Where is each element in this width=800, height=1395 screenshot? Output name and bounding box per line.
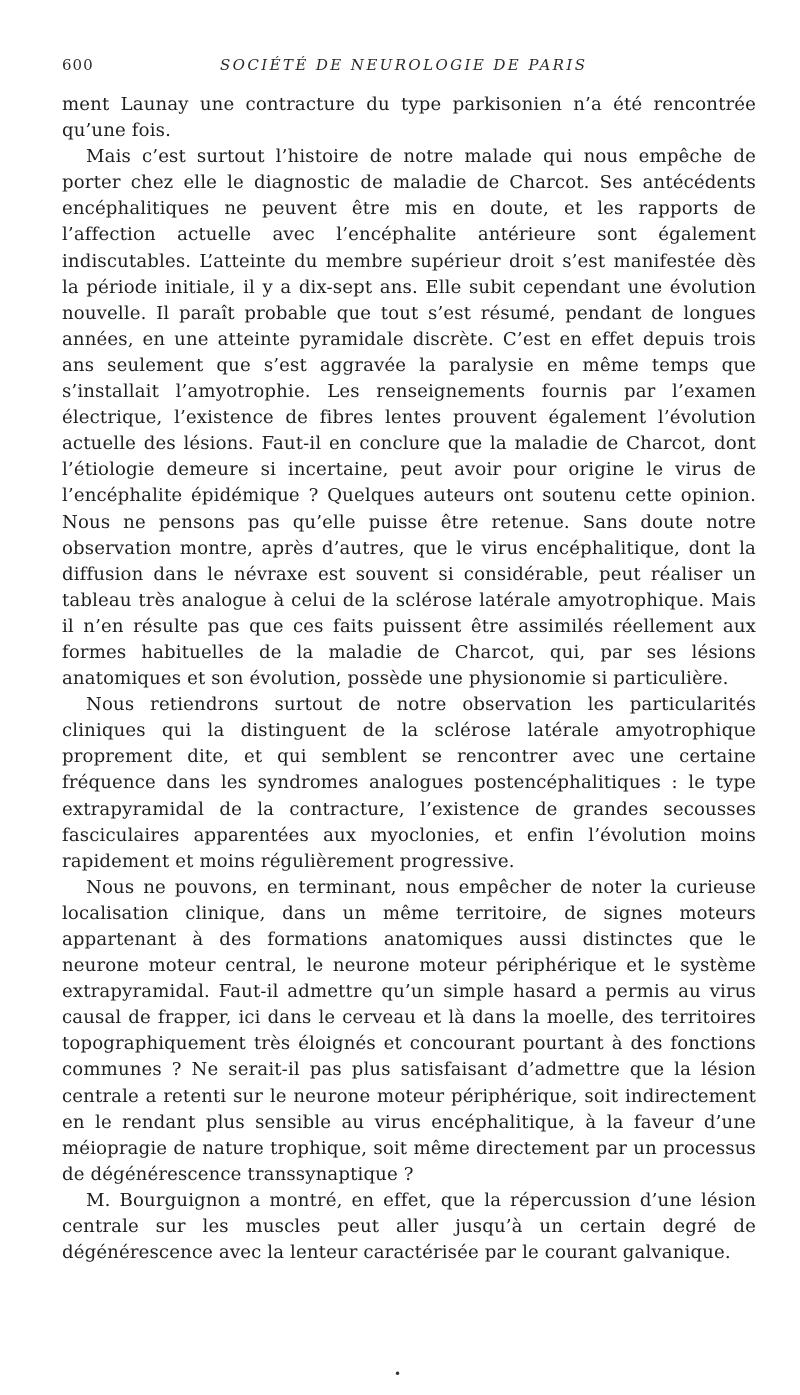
running-head xyxy=(62,56,756,78)
paragraph-charcot-diagnosis: Mais c’est surtout l’histoire de notre malade qui nous empêche de porter chez elle le diagnostic de maladie de Charcot. Ses antécédents encéphalitiques ne peuvent être mis en doute, et les rapports de l’affection actuelle avec l’encéphalite antérieure sont également indiscutables. L’atteinte du membre supérieur droit s’est manifestée dès la période initiale, il y a dix-sept ans. Elle subit cependant une évolution nouvelle. Il paraît probable que tout s’est résumé, pendant de longues années, en une atteinte pyramidale discrète. C’est en effet depuis trois ans seulement que s’est aggravée la paralysie en même temps que s’installait l’amyotrophie. Les renseignements fournis par l’examen électrique, l’existence de fibres lentes prouvent également l’évolution actuelle des lésions. Faut-il en conclure que la maladie de Charcot, dont l’étiologie demeure si incertaine, peut avoir pour origine le virus de l’encéphalite épidémique ? Quelques auteurs ont soutenu cette opinion. Nous ne pensons pas qu’elle puisse être retenue. Sans doute notre observation montre, après d’autres, que le virus encéphalitique, dont la diffusion dans le névraxe est souvent si considérable, peut réaliser un tableau très analogue à celui de la sclérose latérale amyotrophique. Mais il n’en résulte pas que ces faits puissent être assimilés réellement aux formes habituelles de la maladie de Charcot, qui, par ses lésions anatomiques et son évolution, possède une physionomie si particulière. xyxy=(62,146,756,690)
paragraph-clinical-particularities: Nous retiendrons surtout de notre observation les particularités cliniques qui la distinguent de la sclérose latérale amyotrophique proprement dite, et qui semblent se rencontrer avec une certaine fréquence dans les syndromes analogues postencéphalitiques : le type extrapyramidal de la contracture, l’existence de grandes secousses fasciculaires apparentées aux myoclonies, et enfin l’évolution moins rapidement et moins régulièrement progressive. xyxy=(62,694,756,872)
paragraph-continuation: ment Launay une contracture du type parkisonien n’a été rencontrée qu’une fois. xyxy=(62,94,756,142)
journal-title: SOCIÉTÉ DE NEUROLOGIE DE PARIS xyxy=(220,56,588,74)
paragraph-bourguignon: M. Bourguignon a montré, en effet, que la répercussion d’une lésion centrale sur les muscles peut aller jusqu’à un certain degré de dégénérescence avec la lenteur caractérisée par le courant galvanique. xyxy=(62,1189,756,1264)
page-number: 600 xyxy=(62,56,94,74)
article-body xyxy=(62,92,756,1266)
paragraph-localisation: Nous ne pouvons, en terminant, nous empêcher de noter la curieuse localisation clinique, dans un même territoire, de signes moteurs appartenant à des formations anatomiques aussi distinctes que le neurone moteur central, le neurone moteur périphérique et le système extrapyramidal. Faut-il admettre qu’un simple hasard a permis au virus causal de frapper, ici dans le cerveau et là dans la moelle, des territoires topographiquement très éloignés et concourant pourtant à des fonctions communes ? Ne serait-il pas plus satisfaisant d’admettre que la lésion centrale a retenti sur le neurone moteur périphérique, soit indirectement en le rendant plus sensible au virus encéphalitique, à la faveur d’une méiopragie de nature trophique, soit même directement par un processus de dégénérescence transsynaptique ? xyxy=(62,876,756,1185)
stray-ink-mark: • xyxy=(394,1367,402,1381)
